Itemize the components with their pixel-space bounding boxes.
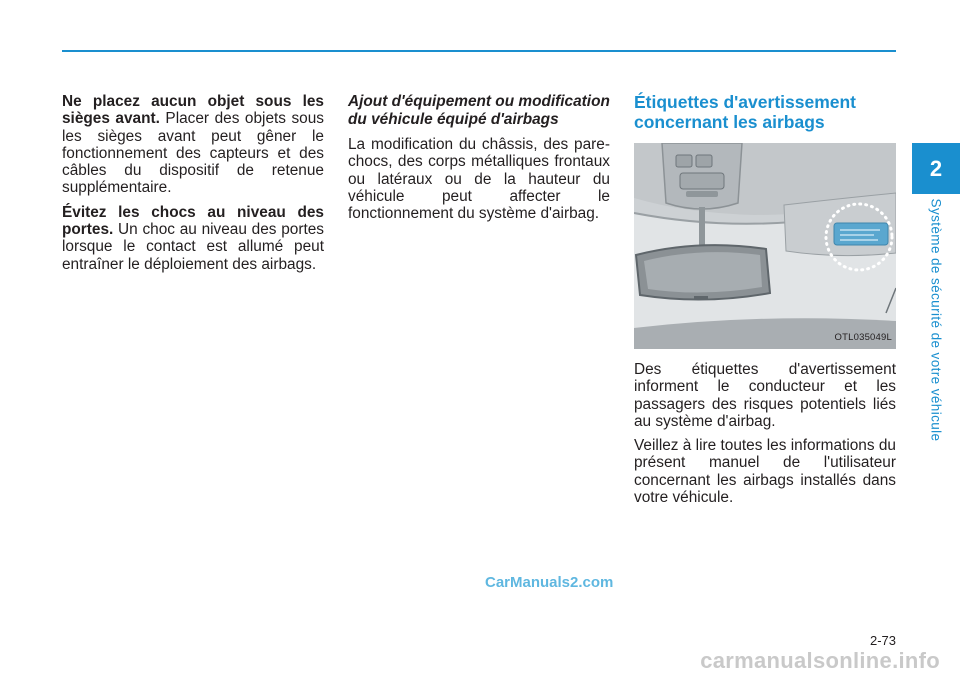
heading-modification: Ajout d'équipement ou modification du véhicule équipé d'airbags xyxy=(348,93,610,128)
column-left xyxy=(62,93,324,280)
paragraph-front-seats xyxy=(62,93,324,197)
watermark-carmanualsonline: carmanualsonline.info xyxy=(700,648,940,673)
paragraph-modification: La modification du châssis, des pare-chocs, des corps métalliques frontaux ou latéraux ou de la hauteur du véhicule peut affecter le fonctionnement du système d'airbag. xyxy=(348,136,610,223)
column-middle xyxy=(348,93,610,229)
figure-airbag-label xyxy=(634,143,896,349)
paragraph-labels-inform: Des étiquettes d'avertissement informent le conducteur et les passagers des risques potentiels liés au système d'airbag. xyxy=(634,361,896,430)
figure-code: OTL035049L xyxy=(834,331,892,343)
paragraph-read-manual: Veillez à lire toutes les informations du présent manuel de l'utilisateur concernant les airbags installés dans votre véhicule. xyxy=(634,437,896,507)
text-doors: Un choc au niveau des portes lorsque le contact est allumé peut entraîner le déploiement des airbags. xyxy=(62,221,324,273)
car-interior-illustration xyxy=(634,143,896,349)
heading-warning-labels: Étiquettes d'avertissement concernant les airbags xyxy=(634,92,857,132)
chapter-number-tab: 2 xyxy=(912,143,960,194)
lead-doors: Évitez les chocs au niveau des portes. xyxy=(62,203,324,239)
paragraph-doors xyxy=(62,204,324,273)
page-number: 2-73 xyxy=(869,633,896,648)
watermark-carmanuals2[interactable]: CarManuals2.com xyxy=(485,574,614,591)
header-rule xyxy=(62,50,896,52)
text-front-seats: Placer des objets sous les sièges avant peut gêner le fonctionnement des capteurs et des câbles du dispositif de retenue supplémentaire. xyxy=(62,110,324,197)
chapter-title-vertical: Système de sécurité de votre véhicule xyxy=(928,198,944,442)
column-right xyxy=(634,93,896,513)
lead-front-seats: Ne placez aucun objet sous les sièges avant. xyxy=(62,93,324,128)
